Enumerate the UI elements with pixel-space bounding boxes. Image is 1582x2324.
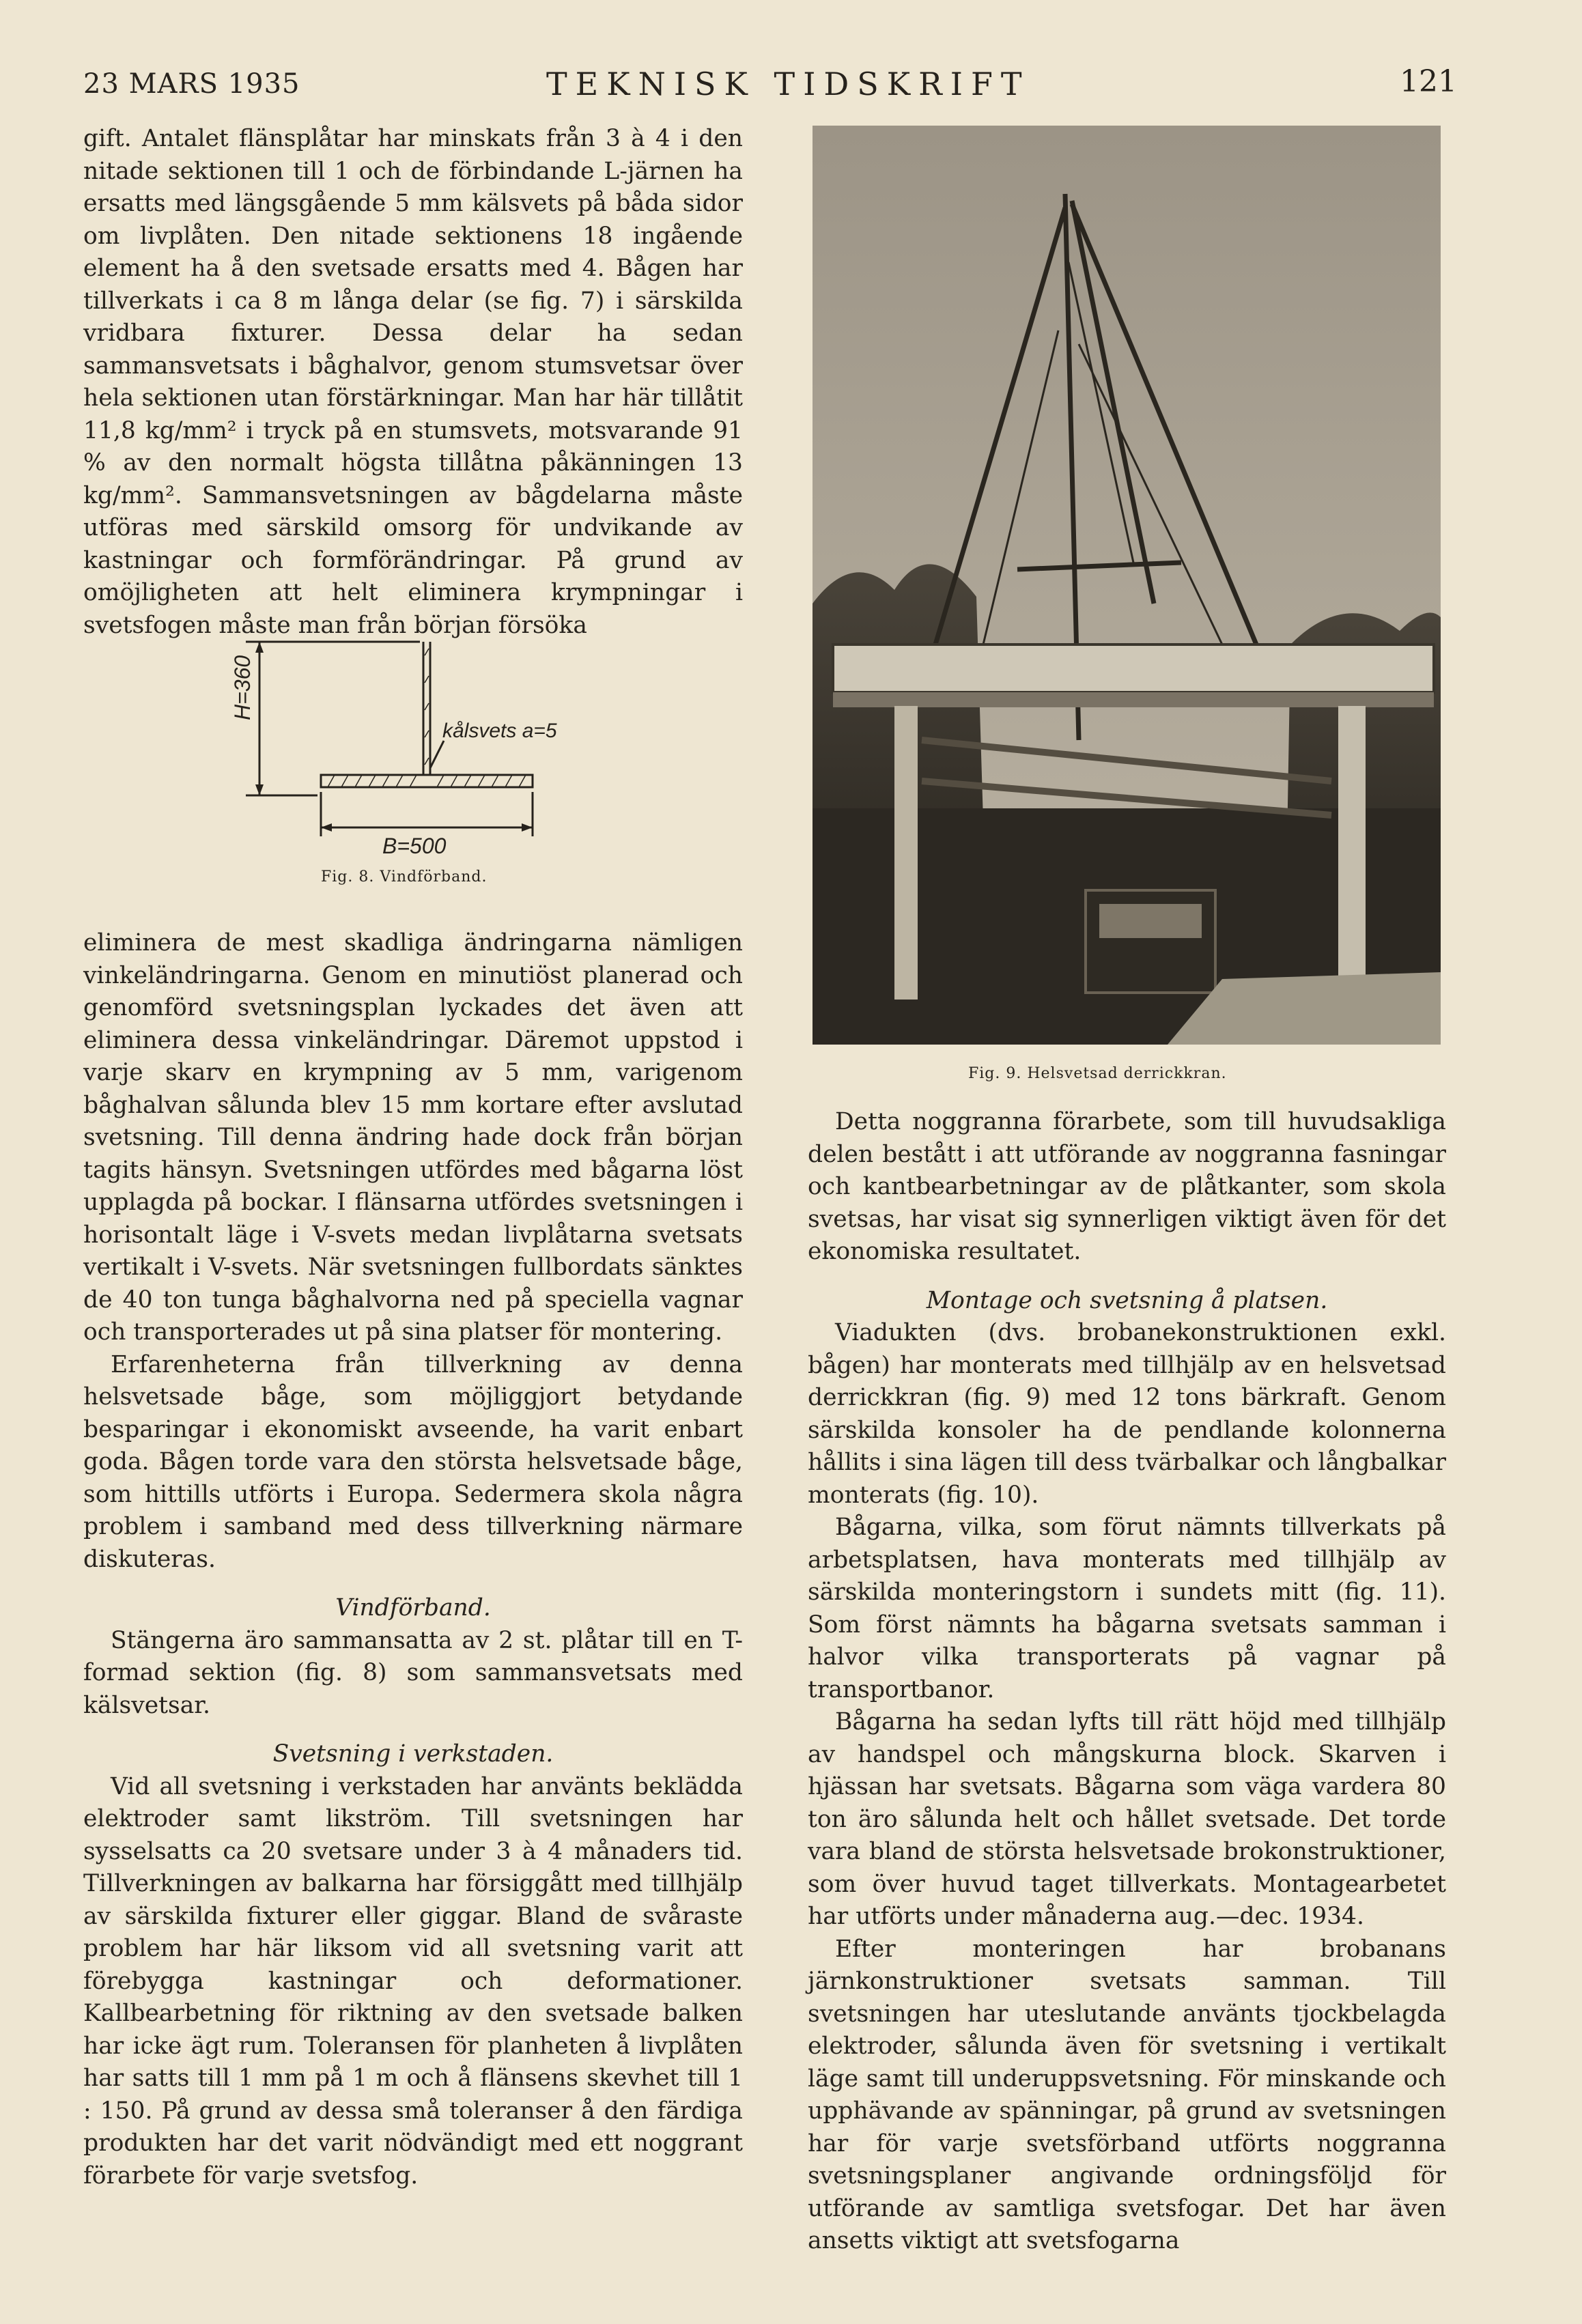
paragraph: Viadukten (dvs. brobanekonstruktionen exkl. bågen) har monterats med tillhjälp av en helsvetsad derrickkran (fig. 9) med 12 tons bärkraft. Genom särskilda konsoler ha de pendlande kolonnerna hållits i sina lägen till dess tvärbalkar och långbalkar monterats (fig. 10). bbox=[808, 1319, 1446, 1509]
left-column-top bbox=[83, 123, 743, 642]
fig9-caption: Fig. 9. Helsvetsad derrickkran. bbox=[968, 1065, 1227, 1082]
page-number: 121 bbox=[1400, 64, 1457, 99]
section-heading: Montage och svetsning å platsen. bbox=[926, 1286, 1328, 1314]
fig8-t-section-diagram bbox=[205, 628, 560, 860]
paragraph: Vid all svetsning i verkstaden har använts beklädda elektroder samt likström. Till svetsningen har sysselsatts ca 20 svetsare under 3 à 4 månaders tid. Tillverkningen av balkarna har försiggått med tillhjälp av särskilda fixturer eller giggar. Bland de svåraste problem har här liksom vid all svetsning varit att förebygga kastningar och deformationer. Kallbearbetning för riktning av den svetsade balken har icke ägt rum. Toleransen för planheten å livplåten har satts till 1 mm på 1 m och å flänsens skevhet till 1 : 150. På grund av dessa små toleranser å den färdiga produkten har det varit nödvändigt med ett noggrant förarbete för varje svetsfog. bbox=[83, 1772, 743, 2190]
width-label: B=500 bbox=[382, 834, 447, 858]
height-label: H=360 bbox=[230, 655, 255, 720]
paragraph: eliminera de mest skadliga ändringarna nämligen vinkeländringarna. Genom en minutiöst planerad och genomförd svetsningsplan lyckades det även att eliminera dessa vinkeländringar. Däremot uppstod i varje skarv en krympning av 5 mm, varigenom båghalvan sålunda blev 15 mm kortare efter avslutad svetsning. Till denna ändring hade dock från början tagits hänsyn. Svetsningen utfördes med bågarna löst upplagda på bockar. I flänsarna utfördes svetsningen i horisontalt läge i V-svets medan livplåtarna svetsats vertikalt i V-svets. När svetsningen fullbordats sänktes de 40 ton tunga båghalvorna ned på speciella vagnar och transporterades ut på sina platser för montering. bbox=[83, 929, 743, 1346]
paragraph: Efter monteringen har brobanans järnkonstruktioner svetsats samman. Till svetsningen har uteslutande använts tjockbelagda elektroder, sålunda även för svetsning i vertikalt läge samt till underuppsvetsning. För minskande och upphävande av spänningar, på grund av svetsningen har för varje svetsförband utförts noggranna svetsningsplaner angivande ordningsföljd för utförande av samtliga svetsfogar. Det har även ansetts viktigt att svetsfogarna bbox=[808, 1935, 1446, 2254]
paragraph: Stängerna äro sammansatta av 2 st. plåtar till en T-formad sektion (fig. 8) som sammansvetsats med kälsvetsar. bbox=[83, 1626, 743, 1719]
journal-title: TEKNISK TIDSKRIFT bbox=[546, 66, 1030, 102]
left-column-bottom bbox=[83, 927, 743, 2192]
header-date: 23 MARS 1935 bbox=[83, 68, 300, 100]
section-heading: Vindförband. bbox=[335, 1594, 491, 1621]
paragraph: Erfarenheterna från tillverkning av denna helsvetsade båge, som möjliggjort betydande besparingar i ekonomiskt avseende, ha varit enbart goda. Bågen torde vara den största helsvetsade båge, som hittills utförts i Europa. Sedermera skola några problem i samband med dess tillverkning närmare diskuteras. bbox=[83, 1350, 743, 1573]
fig9-derrick-crane-photo bbox=[813, 126, 1441, 1045]
right-column-bottom bbox=[808, 1106, 1446, 2258]
paragraph: Bågarna ha sedan lyfts till rätt höjd med tillhjälp av handspel och mångskurna block. Skarven i hjässan har svetsats. Bågarna som väga vardera 80 ton äro sålunda helt och hållet svetsade. Det torde vara bland de största helsvetsade brokonstruktioner, som över huvud taget tillverkats. Montagearbetet har utförts under månaderna aug.—dec. 1934. bbox=[808, 1708, 1446, 1930]
fig8-caption: Fig. 8. Vindförband. bbox=[321, 868, 488, 885]
weld-label: kålsvets a=5 bbox=[442, 720, 557, 742]
section-heading: Svetsning i verkstaden. bbox=[272, 1740, 554, 1768]
paragraph: Bågarna, vilka, som förut nämnts tillverkats på arbetsplatsen, hava monterats med tillhjälp av särskilda monteringstorn i sundets mitt (fig. 11). Som först nämnts ha bågarna svetsats samman i halvor vilka transporterats på vagnar på transportbanor. bbox=[808, 1514, 1446, 1703]
paragraph: gift. Antalet flänsplåtar har minskats från 3 à 4 i den nitade sektionen till 1 och de förbindande L-järnen ha ersatts med längsgående 5 mm kälsvets på båda sidor om livplåten. Den nitade sektionens 18 ingående element ha å den svetsade ersatts med 4. Bågen har tillverkats i ca 8 m långa delar (se fig. 7) i särskilda vridbara fixturer. Dessa delar ha sedan sammansvetsats i båghalvor, genom stumsvetsar över hela sektionen utan förstärkningar. Man har här tillåtit 11,8 kg/mm² i tryck på en stumsvets, motsvarande 91 % av den normalt högsta tillåtna påkänningen 13 kg/mm². Sammansvetsningen av bågdelarna måste utföras med särskild omsorg för undvikande av kastningar och formförändringar. På grund av omöjligheten att helt eliminera krympningar i svetsfogen måste man från början försöka bbox=[83, 125, 743, 639]
paragraph: Detta noggranna förarbete, som till huvudsakliga delen bestått i att utförande av noggranna fasningar och kantbearbetningar av de plåtkanter, som skola svetsas, har visat sig synnerligen viktigt även för det ekonomiska resultatet. bbox=[808, 1108, 1446, 1265]
